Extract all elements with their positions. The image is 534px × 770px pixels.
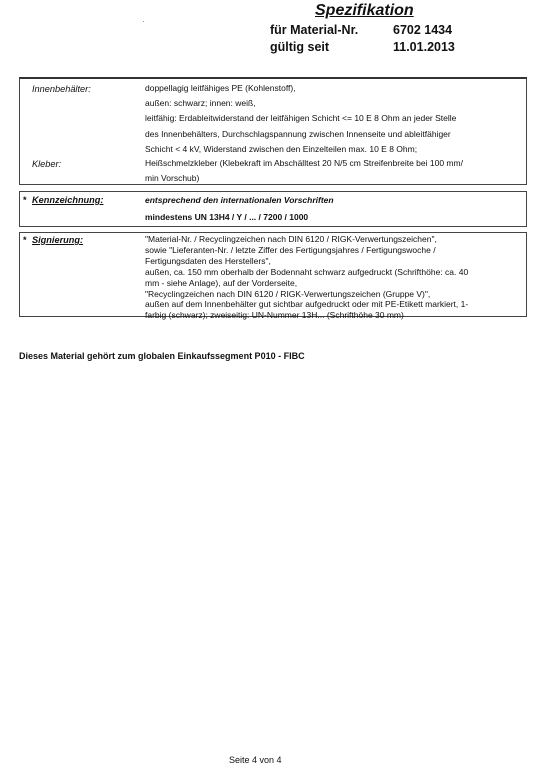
text-line: leitfähig: Erdableitwiderstand der leitfähigen Schicht <= 10 E 8 Ohm an jeder Stelle xyxy=(145,113,457,124)
innenbehaelter-text xyxy=(145,81,456,157)
text-line: außen auf dem Innenbehälter gut sichtbar aufgedruckt oder mit PE-Etikett markiert, 1- xyxy=(145,299,469,310)
signierung-text xyxy=(145,234,468,321)
segment-note: Dieses Material gehört zum globalen Einkaufssegment P010 - FIBC xyxy=(19,351,305,361)
text-line: außen, ca. 150 mm oberhalb der Bodennaht schwarz aufgedruckt (Schrifthöhe: ca. 40 xyxy=(145,266,469,277)
kennzeichnung-text xyxy=(145,192,334,226)
text-line: sowie "Lieferanten-Nr. / letzte Ziffer des Fertigungsjahres / Fertigungswoche / xyxy=(145,244,436,255)
valid-date: 11.01.2013 xyxy=(393,40,455,54)
page-number: Seite 4 von 4 xyxy=(229,755,282,765)
signierung-label: Signierung: xyxy=(32,235,84,245)
asterisk: * xyxy=(23,235,27,245)
text-line: mm - siehe Anlage), auf der Vorderseite, xyxy=(145,277,298,288)
text-line: außen: schwarz; innen: weiß, xyxy=(145,98,256,109)
text-line: "Recyclingzeichen nach DIN 6120 / RIGK-Verwertungszeichen (Gruppe V)", xyxy=(145,288,431,299)
signierung-section xyxy=(19,232,527,321)
kennzeichnung-section xyxy=(19,191,527,227)
text-line: Fertigungsdaten des Herstellers", xyxy=(145,255,271,266)
text-line: doppellagig leitfähiges PE (Kohlenstoff), xyxy=(145,83,296,93)
text-line: des Innenbehälters, Durchschlagspannung zwischen Innenseite und ableitfähiger xyxy=(145,128,451,139)
text-line: farbig (schwarz); zweiseitig: UN-Nummer 13H... (Schrifthöhe 30 mm) xyxy=(145,310,404,321)
document-title: Spezifikation xyxy=(315,2,414,19)
material-number: 6702 1434 xyxy=(393,23,453,37)
text-line: min Vorschub) xyxy=(145,173,200,184)
material-label: für Material-Nr. xyxy=(270,23,359,37)
asterisk: * xyxy=(23,195,27,205)
text-line: Heißschmelzkleber (Klebekraft im Abschälltest 20 N/5 cm Streifenbreite bei 100 mm/ xyxy=(145,158,463,168)
text-line: mindestens UN 13H4 / Y / ... / 7200 / 1000 xyxy=(145,212,309,222)
valid-label: gültig seit xyxy=(270,40,330,54)
text-line: entsprechend den internationalen Vorschriften xyxy=(145,195,334,205)
text-line: Schicht < 4 kV, Widerstand zwischen den Einzelteilen max. 10 E 8 Ohm; xyxy=(145,143,418,154)
kennzeichnung-label: Kennzeichnung: xyxy=(32,195,104,205)
kleber-text xyxy=(145,156,463,186)
materials-section xyxy=(19,77,527,185)
innenbehaelter-label: Innenbehälter: xyxy=(32,84,91,94)
speck xyxy=(143,21,144,22)
kleber-label: Kleber: xyxy=(32,159,62,169)
text-line: "Material-Nr. / Recyclingzeichen nach DIN 6120 / RIGK-Verwertungszeichen", xyxy=(145,234,437,244)
